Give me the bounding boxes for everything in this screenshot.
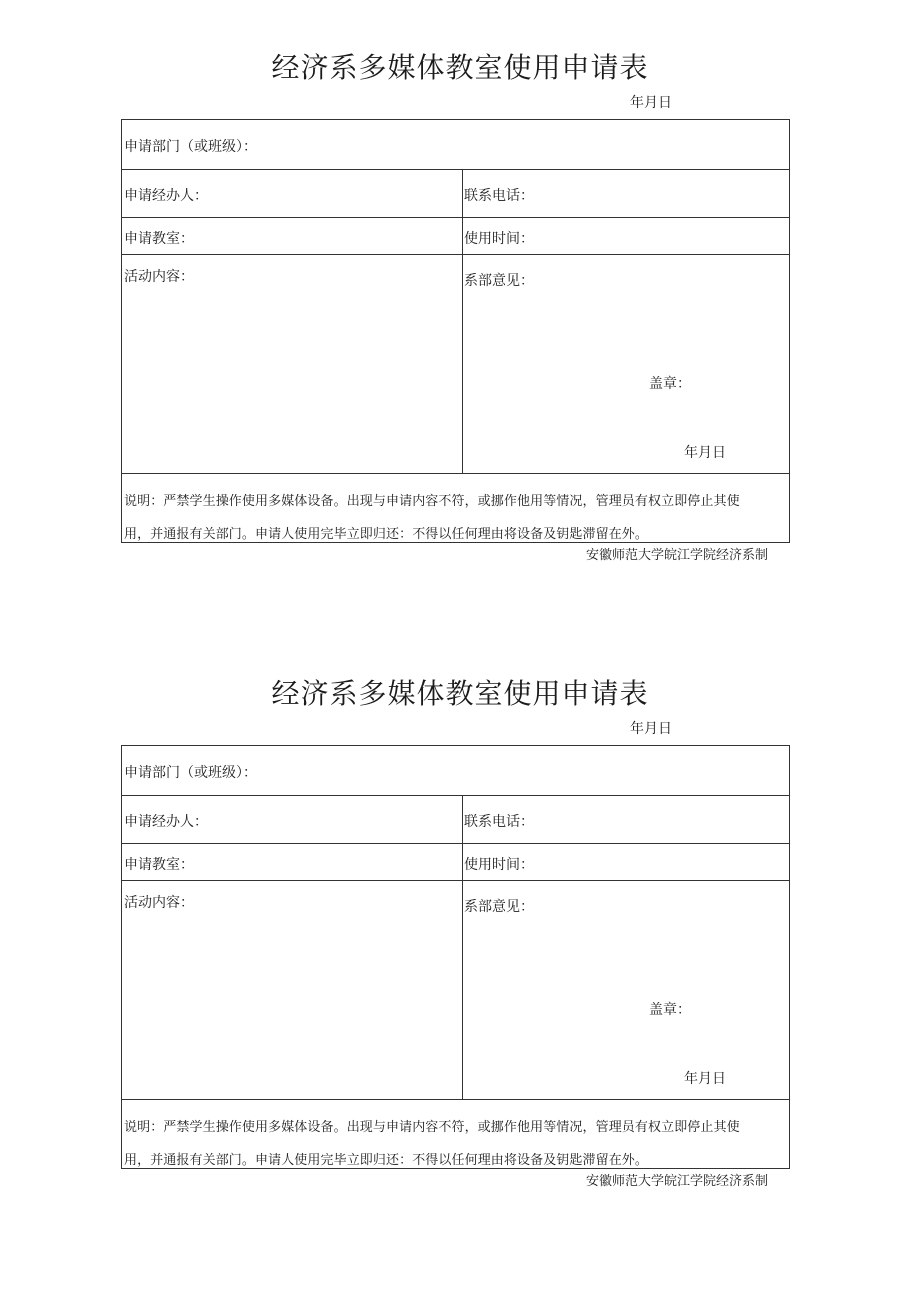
use-time-label: 使用时间： [464,857,534,873]
application-table [121,119,790,543]
classroom-label: 申请教室： [124,857,194,873]
note-line-1: 说明：严禁学生操作使用多媒体设备。出现与申请内容不符，或挪作他用等情况，管理员有权立即停止其使 [124,1120,740,1135]
form-date: 年月日 [630,95,672,111]
department-label: 申请部门（或班级）： [124,765,257,781]
row-divider [122,217,789,218]
row-divider [122,254,789,255]
form-title: 经济系多媒体教室使用申请表 [271,677,649,710]
activity-label: 活动内容： [124,269,194,285]
note-line-1: 说明：严禁学生操作使用多媒体设备。出现与申请内容不符，或挪作他用等情况，管理员有权立即停止其使 [124,494,740,509]
opinion-label: 系部意见： [464,273,534,289]
phone-label: 联系电话： [464,188,534,204]
row-divider [122,795,789,796]
use-time-label: 使用时间： [464,231,534,247]
seal-label: 盖章： [649,376,691,392]
note-line-2: 用，并通报有关部门。申请人使用完毕立即归还：不得以任何理由将设备及钥匙滞留在外。 [124,1153,649,1168]
row-divider [122,169,789,170]
department-label: 申请部门（或班级）： [124,139,257,155]
column-divider [462,795,463,1099]
row-divider [122,843,789,844]
footer-credit: 安徽师范大学皖江学院经济系制 [586,548,769,563]
opinion-date-label: 年月日 [684,1071,726,1087]
classroom-label: 申请教室： [124,231,194,247]
activity-label: 活动内容： [124,895,194,911]
phone-label: 联系电话： [464,814,534,830]
row-divider [122,473,789,474]
footer-credit: 安徽师范大学皖江学院经济系制 [586,1174,769,1189]
opinion-label: 系部意见： [464,899,534,915]
form-copy-1 [0,0,920,600]
form-copy-2 [0,626,920,1226]
form-title: 经济系多媒体教室使用申请表 [271,51,649,84]
seal-label: 盖章： [649,1002,691,1018]
note-line-2: 用，并通报有关部门。申请人使用完毕立即归还：不得以任何理由将设备及钥匙滞留在外。 [124,527,649,542]
form-date: 年月日 [630,721,672,737]
opinion-date-label: 年月日 [684,445,726,461]
handler-label: 申请经办人： [124,188,208,204]
row-divider [122,1099,789,1100]
row-divider [122,880,789,881]
column-divider [462,169,463,473]
application-table [121,745,790,1169]
handler-label: 申请经办人： [124,814,208,830]
